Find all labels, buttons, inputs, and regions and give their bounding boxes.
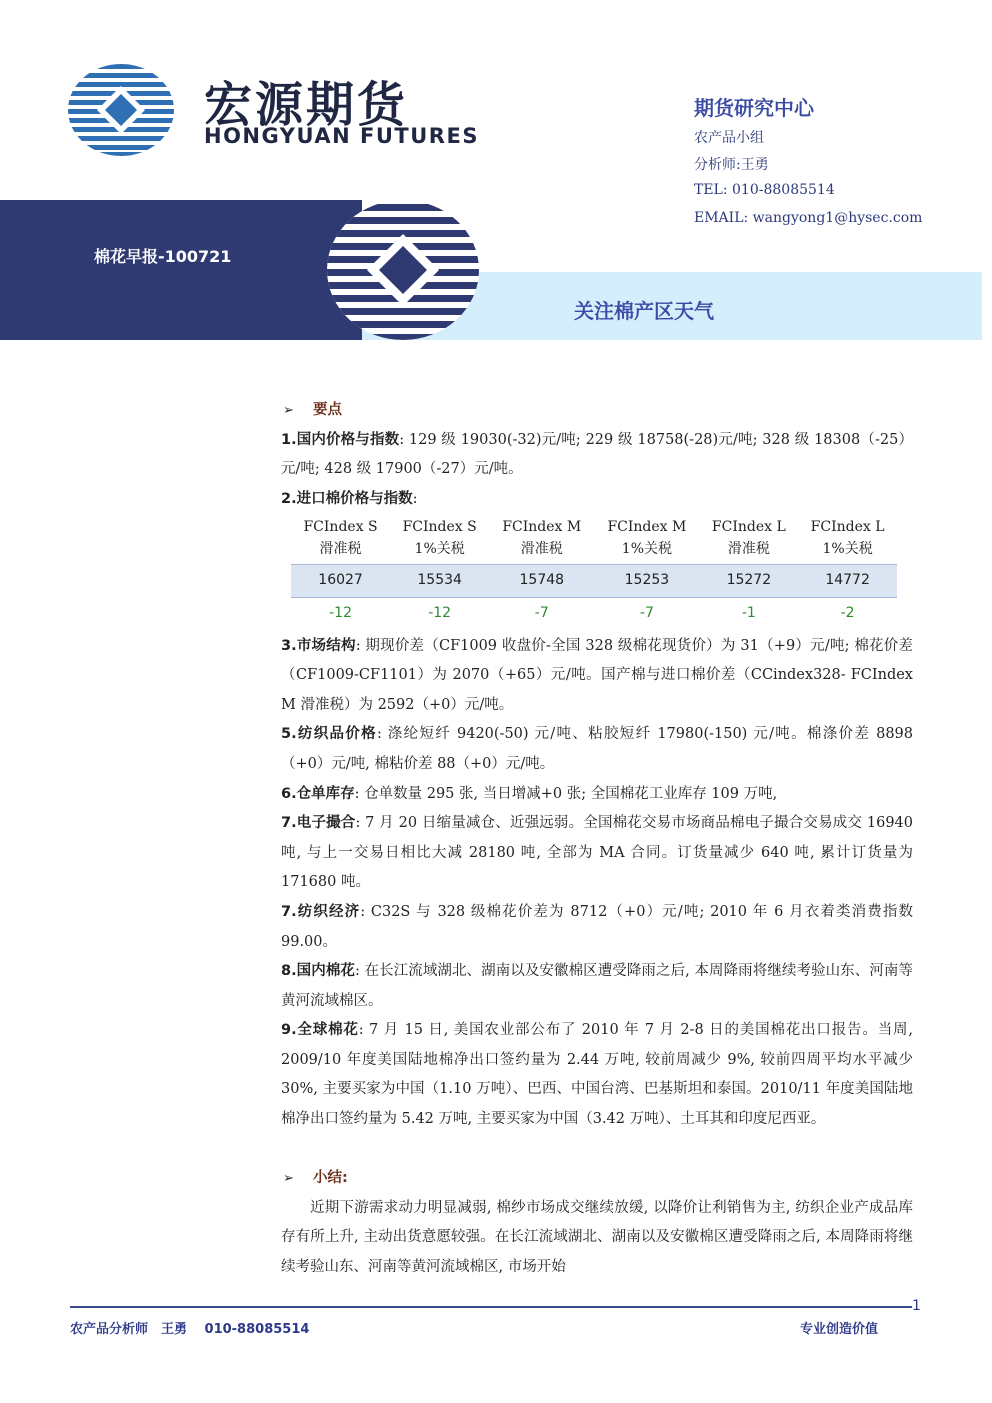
item-text: : 涤纶短纤 9420(-50) 元/吨、粘胶短纤 17980(-150) 元/吨。棉涤价差 8898（+0）元/吨, 棉粘价差 88（+0）元/吨。 [281, 726, 913, 772]
footer-divider [70, 1306, 912, 1308]
item-label: 6.仓单库存 [281, 785, 355, 802]
item-import-price [281, 485, 913, 515]
report-headline: 关注棉产区天气 [574, 299, 714, 323]
table-row-values [291, 565, 897, 598]
item-textile-price [281, 720, 913, 779]
item-label: 9.全球棉花 [281, 1022, 359, 1039]
table-cell: 15748 [489, 565, 594, 598]
item-electronic-matching [281, 809, 913, 898]
item-textile-economy [281, 898, 913, 957]
footer-analyst-contact: 农产品分析师 王勇 010-88085514 [70, 1322, 310, 1337]
page-number: 1 [912, 1298, 921, 1314]
report-body [281, 396, 913, 1283]
table-header-row [291, 516, 897, 565]
column-header: FCIndex M 1%关税 [607, 519, 687, 558]
item-text: : 仓单数量 295 张, 当日增减+0 张; 全国棉花工业库存 109 万吨, [354, 785, 778, 802]
report-label: 棉花早报-100721 [94, 247, 232, 266]
item-label: 3.市场结构 [281, 637, 356, 654]
contact-tel: TEL: 010-88085514 [694, 182, 835, 198]
arrow-bullet-icon: ➢ [283, 1171, 294, 1187]
section-heading-points [281, 396, 913, 426]
table-cell: -2 [840, 604, 855, 621]
banner-logo-icon [327, 200, 479, 340]
item-text: : C32S 与 328 级棉花价差为 8712（+0）元/吨; 2010 年 6 月衣着类消费指数 99.00。 [281, 903, 913, 950]
table-cell: 16027 [291, 565, 390, 598]
item-text: : 7 月 20 日缩量减仓、近强远弱。全国棉花交易市场商品棉电子撮合交易成交 16940 吨, 与上一交易日相比大减 28180 吨, 全部为 MA 合同。订货量减少 640 吨, 累计订货量为 171680 吨。 [281, 815, 913, 891]
spacer [281, 1135, 913, 1165]
section-heading-summary [281, 1164, 913, 1194]
item-label: 2.进口棉价格与指数 [281, 490, 413, 507]
item-text: : [412, 490, 418, 507]
hongyuan-logo-icon [68, 64, 174, 156]
column-header: FCIndex S 1%关税 [402, 519, 477, 558]
column-header: FCIndex S 滑准税 [303, 519, 378, 558]
section-title: 要点 [313, 402, 342, 418]
table-cell: -12 [428, 604, 452, 621]
item-text: : 在长江流域湖北、湖南以及安徽棉区遭受降雨之后, 本周降雨将继续考验山东、河南等黄河流域棉区。 [281, 963, 913, 1009]
item-global-cotton [281, 1016, 913, 1134]
item-domestic-cotton [281, 957, 913, 1016]
section-title: 小结: [313, 1170, 348, 1187]
item-domestic-price [281, 426, 913, 485]
table-row-changes [291, 597, 897, 629]
item-label: 1.国内价格与指数 [281, 431, 400, 448]
footer-slogan: 专业创造价值 [800, 1322, 879, 1337]
company-name-cn: 宏源期货 [204, 77, 409, 133]
item-text: : 7 月 15 日, 美国农业部公布了 2010 年 7 月 2-8 日的美国棉花出口报告。当周, 2009/10 年度美国陆地棉净出口签约量为 2.44 万吨, 较前周减少 9%, 较前四周平均水平减少 30%, 主要买家为中国（1.10 万吨）、巴西、中国台湾、巴基斯坦和泰国。2010/11 年度美国陆地棉净出口签约量为 5.42 万吨, 主要买家为中国（3.42 万吨）、土耳其和印度尼西亚。 [281, 1022, 913, 1128]
item-market-structure [281, 632, 913, 721]
item-warehouse-stock [281, 780, 913, 810]
contact-email: EMAIL: wangyong1@hysec.com [694, 210, 923, 226]
table-cell: -7 [534, 604, 549, 621]
arrow-bullet-icon: ➢ [283, 403, 294, 418]
item-label: 8.国内棉花 [281, 963, 355, 980]
table-cell: -1 [741, 604, 756, 621]
table-cell: 15253 [594, 565, 699, 598]
import-cotton-table [291, 516, 897, 629]
item-label: 7.电子撮合 [281, 815, 356, 832]
item-label: 5.纺织品价格 [281, 726, 377, 743]
banner-dark-band [0, 200, 362, 340]
table-cell: 15534 [390, 565, 489, 598]
research-center-title: 期货研究中心 [694, 96, 814, 120]
company-name-en: HONGYUAN FUTURES [204, 124, 479, 148]
item-text: : 129 级 19030(-32)元/吨; 229 级 18758(-28)元/吨; 328 级 18308（-25）元/吨; 428 级 17900（-27）元/吨。 [281, 431, 913, 478]
item-label: 7.纺织经济 [281, 903, 361, 920]
analyst-group: 农产品小组 [694, 130, 764, 146]
item-text: : 期现价差（CF1009 收盘价-全国 328 级棉花现货价）为 31（+9）元/吨; 棉花价差（CF1009-CF1101）为 2070（+65）元/吨。国产棉与进口棉价差（CCindex328- FCIndex M 滑准税）为 2592（+0）元/吨。 [281, 637, 913, 713]
analyst-name: 分析师:王勇 [694, 157, 769, 173]
column-header: FCIndex L 滑准税 [711, 519, 786, 558]
table-cell: -7 [639, 604, 654, 621]
table-cell: 14772 [798, 565, 897, 598]
column-header: FCIndex M 滑准税 [502, 519, 582, 558]
column-header: FCIndex L 1%关税 [810, 519, 885, 558]
table-cell: 15272 [699, 565, 798, 598]
table-cell: -12 [329, 604, 352, 621]
summary-paragraph: 近期下游需求动力明显减弱, 棉纱市场成交继续放缓, 以降价让利销售为主, 纺织企业产成品库存有所上升, 主动出货意愿较强。在长江流域湖北、湖南以及安徽棉区遭受降雨之后, 本周降雨将继续考验山东、河南等黄河流域棉区, 市场开始 [281, 1199, 913, 1276]
